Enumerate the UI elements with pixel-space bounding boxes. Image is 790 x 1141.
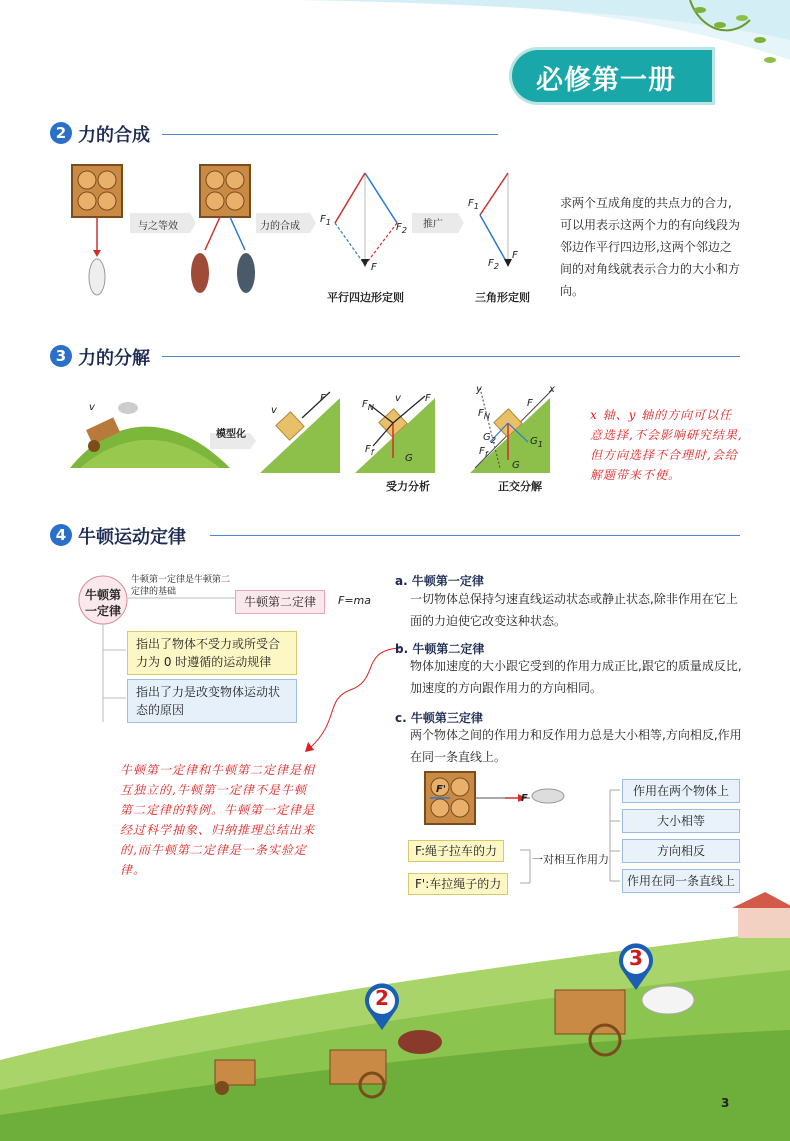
label-ff-ortho: $F_f$ (479, 446, 488, 459)
label-f2-triangle: $F_2$ (488, 258, 500, 271)
label-v: v (89, 402, 95, 413)
box-opposite-direction: 方向相反 (622, 839, 740, 863)
arrow-label-composition: 力的合成 (260, 221, 300, 232)
section-title: 力的合成 (78, 125, 150, 146)
section-number: 4 (50, 524, 72, 546)
law-2-heading: b. 牛顿第二定律 (395, 642, 485, 656)
label-fn-ortho: $F_N$ (478, 408, 490, 421)
label-g1: $G_1$ (530, 436, 544, 449)
badge-2: 2 (375, 986, 389, 1010)
caption-triangle: 三角形定则 (475, 291, 530, 304)
law-3-text: 两个物体之间的作用力和反作用力总是大小相等,方向相反,作用在同一条直线上。 (410, 728, 742, 764)
label-v-incline: v (271, 405, 277, 416)
section-title: 力的分解 (78, 348, 150, 369)
pair-label: 一对相互作用力 (532, 853, 609, 866)
section-number: 2 (50, 122, 72, 144)
box-cart-pulls-rope: F':车拉绳子的力 (408, 873, 508, 895)
page-number: 3 (721, 1096, 730, 1110)
section-title: 牛顿运动定律 (78, 527, 186, 548)
annotation-curve (300, 640, 410, 760)
box-rope-pulls-cart: F:绳子拉车的力 (408, 840, 504, 862)
label-f1-triangle: $F_1$ (468, 198, 480, 211)
badge-3: 3 (629, 946, 643, 970)
composition-description: 求两个互成角度的共点力的合力,可以用表示这两个力的有向线段为邻边作平行四边形,这两个邻边之间的对角线就表示合力的大小和方向。 (560, 196, 741, 298)
caption-force-analysis: 受力分析 (386, 480, 430, 493)
law-1-text: 一切物体总保持匀速直线运动状态或静止状态,除非作用在它上面的力迫使它改变这种状态。 (410, 592, 738, 628)
section-number: 3 (50, 345, 72, 367)
label-g-ortho: G (512, 460, 520, 471)
section-divider (162, 134, 498, 135)
label-v-force: v (395, 393, 401, 404)
label-f-ortho: F (527, 398, 533, 409)
section-divider (210, 535, 740, 536)
caption-parallelogram: 平行四边形定则 (327, 291, 404, 304)
box-force-cause: 指出了力是改变物体运动状态的原因 (127, 679, 297, 723)
label-x: x (549, 384, 555, 395)
caption-orthogonal: 正交分解 (498, 480, 542, 493)
label-f-force: F (425, 393, 431, 404)
node-first-law: 牛顿第一定律 (84, 588, 121, 618)
law-1-heading: a. 牛顿第一定律 (395, 574, 484, 588)
label-fn: $F_N$ (362, 399, 374, 412)
label-f-prime: F' (436, 784, 446, 795)
arrow-label-equivalent: 与之等效 (138, 221, 178, 232)
chapter-title: 必修第一册 (536, 65, 676, 96)
label-g2: $G_2$ (483, 432, 497, 445)
box-equal-magnitude: 大小相等 (622, 809, 740, 833)
label-f: F (371, 262, 377, 273)
law-3-heading: c. 牛顿第三定律 (395, 711, 483, 725)
newton-note: 牛顿第一定律和牛顿第二定律是相互独立的,牛顿第一定律不是牛顿第二定律的特例。牛顿第一定律是经过科学抽象、归纳推理总结出来的,而牛顿第二定律是一条实验定律。 (120, 763, 316, 877)
box-motion-law: 指出了物体不受力或所受合力为 0 时遵循的运动规律 (127, 631, 297, 675)
label-f-incline: F (320, 393, 326, 404)
composition-diagram (60, 155, 550, 305)
label-f-triangle: F (512, 250, 518, 261)
label-ff: $F_f$ (365, 444, 374, 457)
third-law-connectors (520, 780, 630, 890)
formula: F=ma (338, 594, 371, 607)
law-2-text: 物体加速度的大小跟它受到的作用力成正比,跟它的质量成反比,加速度的方向跟作用力的方向相同。 (410, 659, 742, 695)
box-same-line: 作用在同一条直线上 (622, 869, 740, 893)
arrow-label-model: 模型化 (216, 429, 246, 440)
label-y: y (476, 384, 482, 395)
section-divider (162, 356, 740, 357)
label-f2: $F_2$ (396, 222, 408, 235)
box-two-objects: 作用在两个物体上 (622, 779, 740, 803)
box-second-law: 牛顿第二定律 (235, 590, 325, 614)
label-f1: $F_1$ (320, 214, 332, 227)
basis-note: 牛顿第一定律是牛顿第二定律的基础 (131, 575, 231, 597)
arrow-label-extend: 推广 (423, 219, 443, 230)
label-g: G (405, 453, 413, 464)
label-f-third: F (521, 793, 528, 804)
decomposition-note: x 轴、y 轴的方向可以任意选择,不会影响研究结果,但方向选择不合理时,会给解题带来不便。 (590, 408, 743, 482)
